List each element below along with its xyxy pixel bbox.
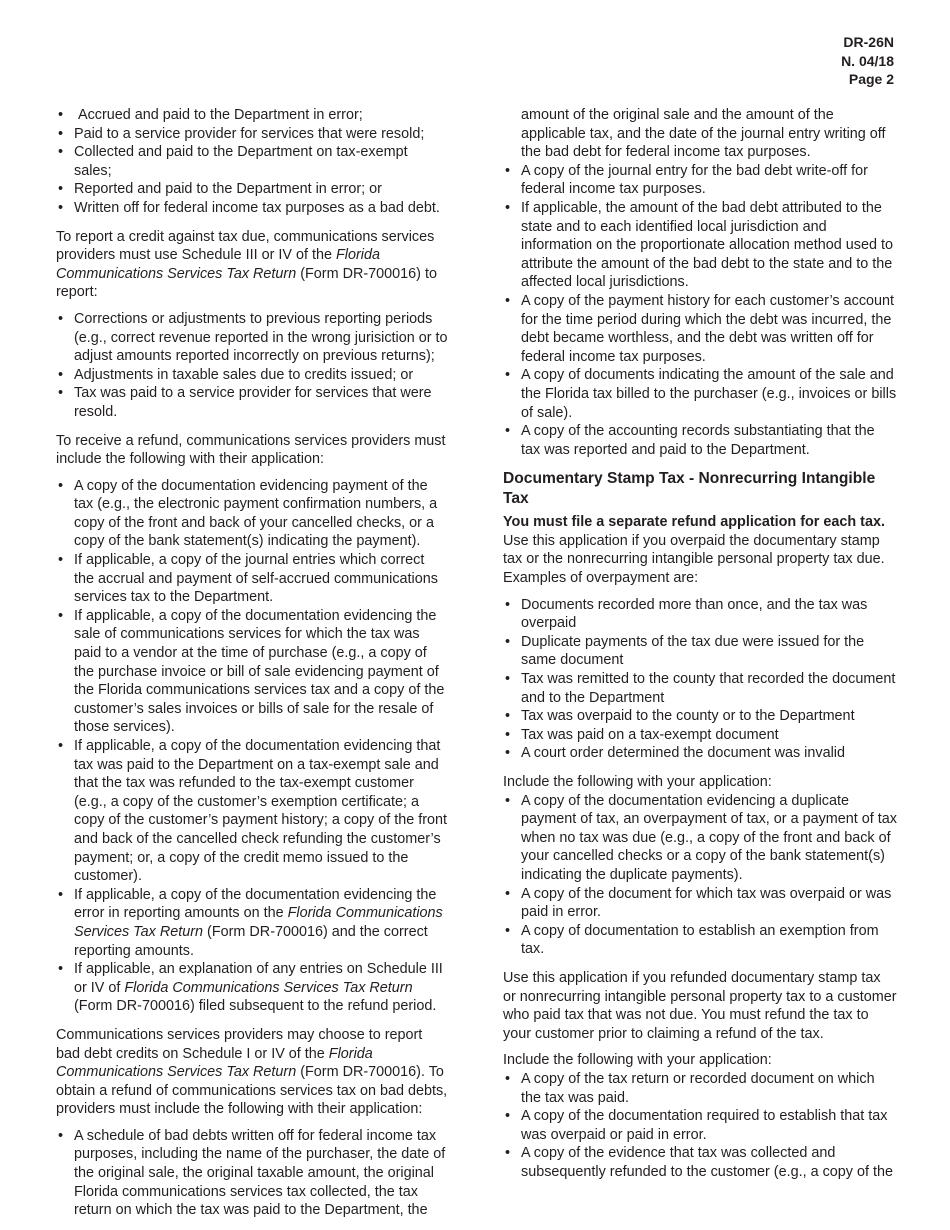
list-item: • Accrued and paid to the Department in error;	[56, 106, 448, 125]
list-item: • A court order determined the document was invalid	[503, 744, 897, 763]
bad-debt-paragraph: Communications services providers may choose to report bad debt credits on Schedule I or IV of the Florida Communications Services Tax Return (Form DR-700016). To obtain a refund of communications services tax on bad debts, providers must include the following with their application:	[56, 1026, 448, 1118]
list-item: • Adjustments in taxable sales due to credits issued; or	[56, 366, 448, 385]
left-column	[56, 106, 448, 1220]
section-heading: Documentary Stamp Tax - Nonrecurring Intangible Tax	[503, 470, 876, 508]
form-number: DR-26N	[843, 34, 894, 50]
list-item: • A copy of the documentation required to establish that tax was overpaid or paid in error.	[503, 1107, 897, 1144]
list-item: • A copy of documentation to establish an exemption from tax.	[503, 922, 897, 959]
list-item: • A copy of the accounting records substantiating that the tax was reported and paid to the Department.	[503, 422, 897, 459]
list-item: • Tax was paid on a tax-exempt document	[503, 726, 897, 745]
list-item: • If applicable, a copy of the documentation evidencing the sale of communications services for which the tax was paid to a vendor at the time of purchase (e.g., a copy of the purchase invoice or bill of sale evidencing payment of the Florida communications services tax and a copy of the customer’s sales invoices or bills of sale for the resale of those services).	[56, 607, 448, 737]
list-item: • Tax was remitted to the county that recorded the document and to the Department	[503, 670, 897, 707]
list-item: • Collected and paid to the Department on tax-exempt sales;	[56, 143, 448, 180]
list-item: • Corrections or adjustments to previous reporting periods (e.g., correct revenue reported in the wrong jurisiction or to adjust amounts reported incorrectly on previous returns);	[56, 310, 448, 366]
list-item: • Reported and paid to the Department in error; or	[56, 180, 448, 199]
list-item: • A copy of the journal entry for the bad debt write-off for federal income tax purposes.	[503, 162, 897, 199]
bad-debt-list-continued	[503, 162, 897, 460]
list-item: • Tax was paid to a service provider for services that were resold.	[56, 384, 448, 421]
refunded-paragraph: Use this application if you refunded documentary stamp tax or nonrecurring intangible personal property tax to a customer who paid tax that was not due. You must refund the tax to your customer prior to claiming a refund of the tax.	[503, 969, 897, 1042]
overpayment-examples-list	[503, 596, 897, 763]
form-revision: N. 04/18	[841, 52, 894, 69]
list-item: • If applicable, a copy of the journal entries which correct the accrual and payment of self-accrued communications services tax to the Department.	[56, 551, 448, 607]
separate-application-note: You must file a separate refund application for each tax.	[503, 514, 885, 531]
list-item: • Paid to a service provider for services that were resold;	[56, 125, 448, 144]
list-item: • If applicable, the amount of the bad debt attributed to the state and to each identified local jurisdiction and information on the proportionate allocation method used to attribute the amount of the bad debt to the state and to the affected local jurisdictions.	[503, 199, 897, 292]
list-item: • Written off for federal income tax purposes as a bad debt.	[56, 199, 448, 218]
right-column	[503, 106, 897, 1181]
credit-paragraph: To report a credit against tax due, communications services providers must use Schedule III or IV of the Florida Communications Services Tax Return (Form DR-700016) to report:	[56, 228, 437, 301]
list-item: • A copy of the tax return or recorded document on which the tax was paid.	[503, 1070, 897, 1107]
list-item: • A copy of documents indicating the amount of the sale and the Florida tax billed to the purchaser (e.g., invoices or bills of sale).	[503, 366, 897, 422]
page-number: Page 2	[848, 71, 894, 87]
list-item: • If applicable, an explanation of any entries on Schedule III or IV of Florida Communications Services Tax Return (Form DR-700016) filed subsequent to the refund period.	[56, 960, 448, 1016]
list-item: • A copy of the evidence that tax was collected and subsequently refunded to the customer (e.g., a copy of the	[503, 1144, 897, 1181]
include-heading: Include the following with your application:	[503, 774, 772, 790]
include-list	[503, 792, 897, 959]
overpayment-paragraph: Use this application if you overpaid the documentary stamp tax or the nonrecurring intangible personal property tax due. Examples of overpayment are:	[503, 532, 885, 587]
error-reasons-list	[56, 106, 448, 218]
list-item: • If applicable, a copy of the documentation evidencing that tax was paid to the Department on a tax-exempt sale and that the tax was refunded to the tax-exempt customer (e.g., a copy of the customer’s exemption certificate; a copy of the customer’s payment history; a copy of the front and back of the cancelled check refunding the customer’s payment; or, a copy of the credit memo issued to the customer).	[56, 737, 448, 886]
list-item: • A copy of the documentation evidencing payment of the tax (e.g., the electronic payment confirmation numbers, a copy of the front and back of your cancelled checks, or a copy of the bank statement(s) indicating the payment).	[56, 477, 448, 551]
list-item: • A copy of the documentation evidencing a duplicate payment of tax, an overpayment of tax, or a payment of tax when no tax was due (e.g., a copy of the front and back of your cancelled checks or a copy of the bank statement(s) indicating the duplicate payments).	[503, 792, 897, 885]
list-item: • If applicable, a copy of the documentation evidencing the error in reporting amounts on the Florida Communications Services Tax Return (Form DR-700016) and the correct reporting amounts.	[56, 886, 448, 960]
list-item: • Tax was overpaid to the county or to the Department	[503, 707, 897, 726]
refund-paragraph: To receive a refund, communications services providers must include the following with their application:	[56, 432, 446, 468]
list-item: • A schedule of bad debts written off for federal income tax purposes, including the name of the purchaser, the date of the original sale, the original taxable amount, the original Florida communications services tax collected, the tax return on which the tax was paid to the Department, the	[56, 1127, 448, 1220]
form-header	[841, 33, 894, 89]
include-heading-2: Include the following with your application:	[503, 1052, 772, 1069]
list-item: • A copy of the payment history for each customer’s account for the time period during which the debt was incurred, the debt became worthless, and the debt was written off for federal income tax purposes.	[503, 292, 897, 366]
refund-documents-list	[56, 477, 448, 1016]
include-list-2	[503, 1070, 897, 1182]
list-item: • A copy of the document for which tax was overpaid or was paid in error.	[503, 885, 897, 922]
continued-text: amount of the original sale and the amount of the applicable tax, and the date of the journal entry writing off the bad debt for federal income tax purposes.	[521, 107, 886, 161]
bad-debt-list	[56, 1127, 448, 1220]
list-item: • Duplicate payments of the tax due were issued for the same document	[503, 633, 897, 670]
credit-list	[56, 310, 448, 422]
list-item: • Documents recorded more than once, and the tax was overpaid	[503, 596, 897, 633]
